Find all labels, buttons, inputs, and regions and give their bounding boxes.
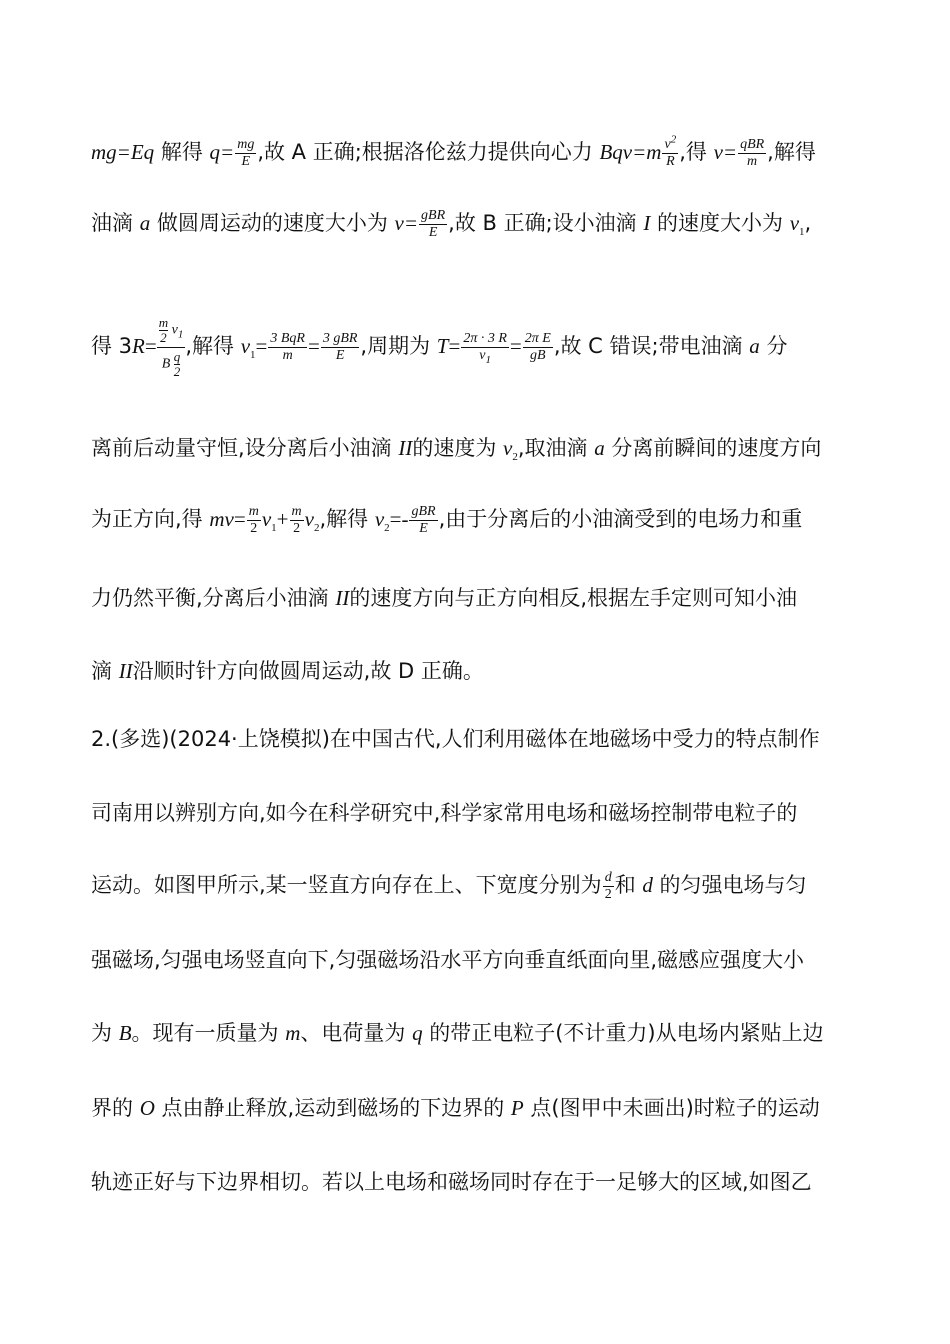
equation-text: O — [139, 1096, 155, 1120]
equation-text: a — [594, 436, 605, 460]
text: 为正方向,得 — [91, 507, 210, 531]
text: ,得 — [679, 140, 714, 164]
fraction-v2-over-r: $\frac{v^2}{R}$ — [664, 132, 677, 169]
fraction-gbr-over-e: $\frac{\text{gBR}}{E}$ — [411, 503, 436, 536]
text: 做圆周运动的速度大小为 — [150, 211, 395, 235]
equation-text: v — [374, 507, 385, 531]
fraction-mg-over-e: $\frac{mg}{E}$ — [237, 136, 255, 169]
text: ,故 B 正确;设小油滴 — [448, 211, 644, 235]
text: 沿顺时针方向做圆周运动,故 D 正确。 — [132, 659, 484, 683]
text: 的速度大小为 — [650, 211, 790, 235]
equation-text: d — [642, 873, 653, 897]
text: ,解得 — [767, 140, 816, 164]
question-2-line-2 — [91, 798, 861, 828]
text: 力仍然平衡,分离后小油滴 — [91, 586, 336, 610]
text-line-7 — [91, 656, 861, 686]
text: 分 — [759, 334, 788, 358]
text-line-5 — [91, 499, 861, 539]
text: 的带正电粒子(不计重力)从电场内紧贴上边 — [422, 1021, 824, 1045]
text: 为 — [91, 1021, 119, 1045]
subscript: 1 — [799, 226, 805, 239]
equation-text: v — [261, 507, 272, 531]
subscript: 1 — [271, 522, 277, 535]
text: 点(图甲中未画出)时粒子的运动 — [523, 1096, 820, 1120]
equation-text: T — [436, 334, 449, 358]
equation-text: P — [510, 1096, 524, 1120]
fraction-3gbr-over-e: $\frac{\text{3 gBR}}{E}$ — [322, 330, 358, 363]
text: 2.(多选)(2024·上饶模拟)在中国古代,人们利用磁体在地磁场中受力的特点制作 — [91, 727, 820, 751]
text: 得 3 — [91, 334, 133, 358]
text: ,由于分离后的小油滴受到的电场力和重 — [438, 507, 803, 531]
equation-text: q — [412, 1021, 423, 1045]
text: 轨迹正好与下边界相切。若以上电场和磁场同时存在于一足够大的区域,如图乙 — [91, 1170, 812, 1194]
fraction-2pi3r-over-v1: $\frac{2\pi \cdot 3 R}{v_1}$ — [463, 330, 507, 366]
fraction-m-over-2: $\frac{m}{2}$ — [248, 503, 259, 536]
fraction-d-over-2: $\frac{d}{2}$ — [604, 869, 612, 902]
equation-text: Bqv=m — [599, 140, 662, 164]
text: 油滴 — [91, 211, 140, 235]
text: 的匀强电场与匀 — [652, 873, 807, 897]
equation-text: v — [789, 211, 800, 235]
equation-text: = — [448, 334, 461, 358]
text: ,故 C 错误;带电油滴 — [553, 334, 750, 358]
text: 解得 — [154, 140, 210, 164]
equation-text: a — [139, 211, 151, 235]
equation-text: II — [398, 436, 413, 460]
text: , — [804, 211, 812, 235]
question-2-line-3 — [91, 865, 861, 905]
equation-text: v — [304, 507, 314, 531]
equation-text: = — [233, 507, 246, 531]
equation-text: R — [132, 334, 145, 358]
text: 、电荷量为 — [300, 1021, 413, 1045]
equation-text: II — [335, 586, 350, 610]
equation-text: mg=Eq — [91, 140, 155, 164]
fraction-qbr-over-m: $\frac{\text{qBR}}{m}$ — [740, 136, 765, 169]
equation-text: m — [285, 1021, 301, 1045]
text: 离前后动量守恒,设分离后小油滴 — [91, 436, 399, 460]
fraction-3bqr-over-m: $\frac{\text{3 BqR}}{m}$ — [270, 330, 305, 363]
equation-text: = — [307, 334, 320, 358]
fraction-2pie-over-gb: $\frac{\text{2π E}}{gB}$ — [524, 330, 551, 363]
text: 和 — [614, 873, 643, 897]
fraction-m-over-2: $\frac{m}{2}$ — [291, 503, 302, 536]
question-2-line-5 — [91, 1018, 861, 1048]
text: ,周期为 — [360, 334, 437, 358]
text: 分离前瞬间的速度方向 — [604, 436, 822, 460]
subscript: 1 — [250, 349, 256, 362]
text: 。现有一质量为 — [131, 1021, 286, 1045]
text-line-2 — [91, 203, 861, 243]
equation-text: + — [276, 507, 289, 531]
equation-text: v — [240, 334, 251, 358]
text-line-3 — [91, 300, 861, 392]
text: ,解得 — [319, 507, 375, 531]
text: ,取油滴 — [517, 436, 595, 460]
subscript: 2 — [384, 522, 390, 535]
equation-text: II — [118, 659, 133, 683]
fraction-gbr-over-e: $\frac{\text{gBR}}{E}$ — [421, 207, 446, 240]
text: 点由静止释放,运动到磁场的下边界的 — [154, 1096, 511, 1120]
text: 的速度为 — [412, 436, 504, 460]
equation-text: = — [509, 334, 522, 358]
equation-text: q= — [209, 140, 235, 164]
compound-fraction: $\frac{m}{2}$ $v_1$ B $\frac{q}{2}$ — [158, 314, 184, 379]
question-2-line-1 — [91, 724, 861, 754]
text: ,故 A 正确;根据洛伦兹力提供向心力 — [257, 140, 600, 164]
subscript: 2 — [313, 522, 320, 535]
equation-text: v= — [713, 140, 738, 164]
text-line-6 — [91, 583, 861, 613]
equation-text: v — [503, 436, 513, 460]
equation-text: mv — [209, 507, 234, 531]
text: 强磁场,匀强电场竖直向下,匀强磁场沿水平方向垂直纸面向里,磁感应强度大小 — [91, 948, 805, 972]
question-2-line-6 — [91, 1093, 861, 1123]
equation-text: I — [643, 211, 651, 235]
text: ,解得 — [185, 334, 241, 358]
text: 的速度方向与正方向相反,根据左手定则可知小油 — [349, 586, 798, 610]
text: 司南用以辨别方向,如今在科学研究中,科学家常用电场和磁场控制带电粒子的 — [91, 801, 798, 825]
text: 滴 — [91, 659, 119, 683]
text: 界的 — [91, 1096, 140, 1120]
question-2-line-7 — [91, 1167, 861, 1197]
text-line-4 — [91, 433, 861, 463]
equation-text: = — [255, 334, 268, 358]
subscript: 2 — [512, 451, 518, 463]
text: 运动。如图甲所示,某一竖直方向存在上、下宽度分别为 — [91, 873, 602, 897]
text-line-1 — [91, 132, 861, 172]
equation-text: v= — [394, 211, 419, 235]
equation-text: =- — [389, 507, 409, 531]
question-2-line-4 — [91, 945, 861, 975]
equation-text: B — [118, 1021, 132, 1045]
equation-text: a — [749, 334, 760, 358]
equation-text: = — [144, 334, 157, 358]
